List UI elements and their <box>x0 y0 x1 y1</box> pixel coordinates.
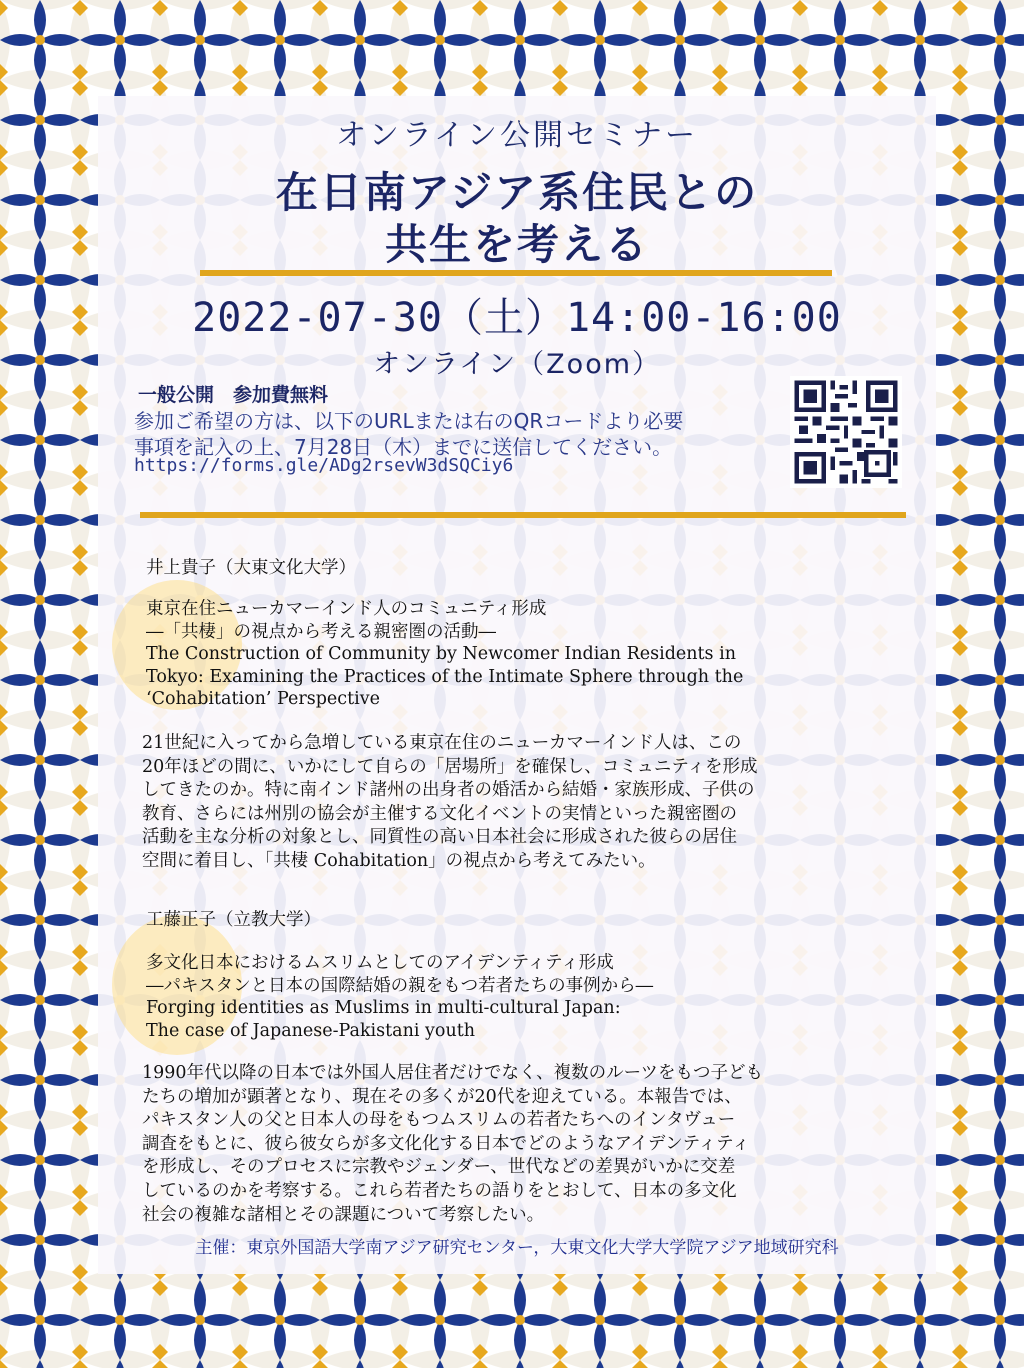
speaker-1-abstract: 21世紀に入ってから急増している東京在住のニューカマーインド人は、この 20年ほどの間に、いかにして自らの「居場所」を確保し、コミュニティを形成 してきたのか。特に南インド諸州の出身者の婚活から結婚・家族形成、子供の 教育、さらには州別の協会が主催する文化イベントの実情といった親密圏の 活動を主な分析の対象とし、同質性の高い日本社会に形成された彼らの居住 空間に着目し、「共棲 Cohabitation」の視点から考えてみたい。 <box>142 733 758 871</box>
event-datetime: 2022-07-30（土）14:00-16:00 <box>192 295 842 341</box>
seminar-title-line2: 共生を考える <box>384 220 649 269</box>
section-divider <box>140 512 906 518</box>
event-venue: オンライン（Zoom） <box>372 349 662 380</box>
registration-heading: 一般公開 参加費無料 <box>138 384 329 406</box>
speaker-2-name: 工藤正子（立教大学） <box>146 910 321 930</box>
registration-text-line1: 参加ご希望の方は、以下のURLまたは右のQRコードより必要 <box>134 409 684 433</box>
qr-code[interactable] <box>790 376 902 488</box>
seminar-subtitle: オンライン公開セミナー <box>335 118 699 153</box>
seminar-title-line1: 在日南アジア系住民との <box>275 168 759 217</box>
speaker-2-talk-title: 多文化日本におけるムスリムとしてのアイデンティティ形成 ―パキスタンと日本の国際結婚の親をもつ若者たちの事例から― Forging identities as Muslims in multi-cultural Japan: The case of Japanese-Pakistani youth <box>146 953 654 1041</box>
registration-url-link[interactable]: https://forms.gle/ADg2rsevW3dSQCiy6 <box>134 455 514 476</box>
speaker-2-abstract: 1990年代以降の日本では外国人居住者だけでなく、複数のルーツをもつ子ども たちの増加が顕著となり、現在その多くが20代を迎えている。本報告では、 パキスタン人の父と日本人の母をもつムスリムの若者たちへのインタヴュー 調査をもとに、彼ら彼女らが多文化化する日本でどのようなアイデンティティ を形成し、そのプロセスに宗教やジェンダー、世代などの差異がいかに交差 しているのかを考察する。これら若者たちの語りをとおして、日本の多文化 社会の複雑な諸相とその課題について考察したい。 <box>142 1063 763 1225</box>
title-divider <box>200 270 832 276</box>
organizer-credit: 主催：東京外国語大学南アジア研究センター，大東文化大学大学院アジア地域研究科 <box>195 1238 839 1258</box>
speaker-1-name: 井上貴子（大東文化大学） <box>146 558 356 578</box>
registration-text-line2: 事項を記入の上、7月28日（木）までに送信してください。 <box>134 435 673 459</box>
speaker-1-talk-title: 東京在住ニューカマーインド人のコミュニティ形成 ―「共棲」の視点から考える親密圏の活動― The Construction of Community by Newcomer Indian Residents in Tokyo: Examining the Practices of the Intimate Sphere through the ‘Cohabitation’ Perspective <box>146 599 744 709</box>
